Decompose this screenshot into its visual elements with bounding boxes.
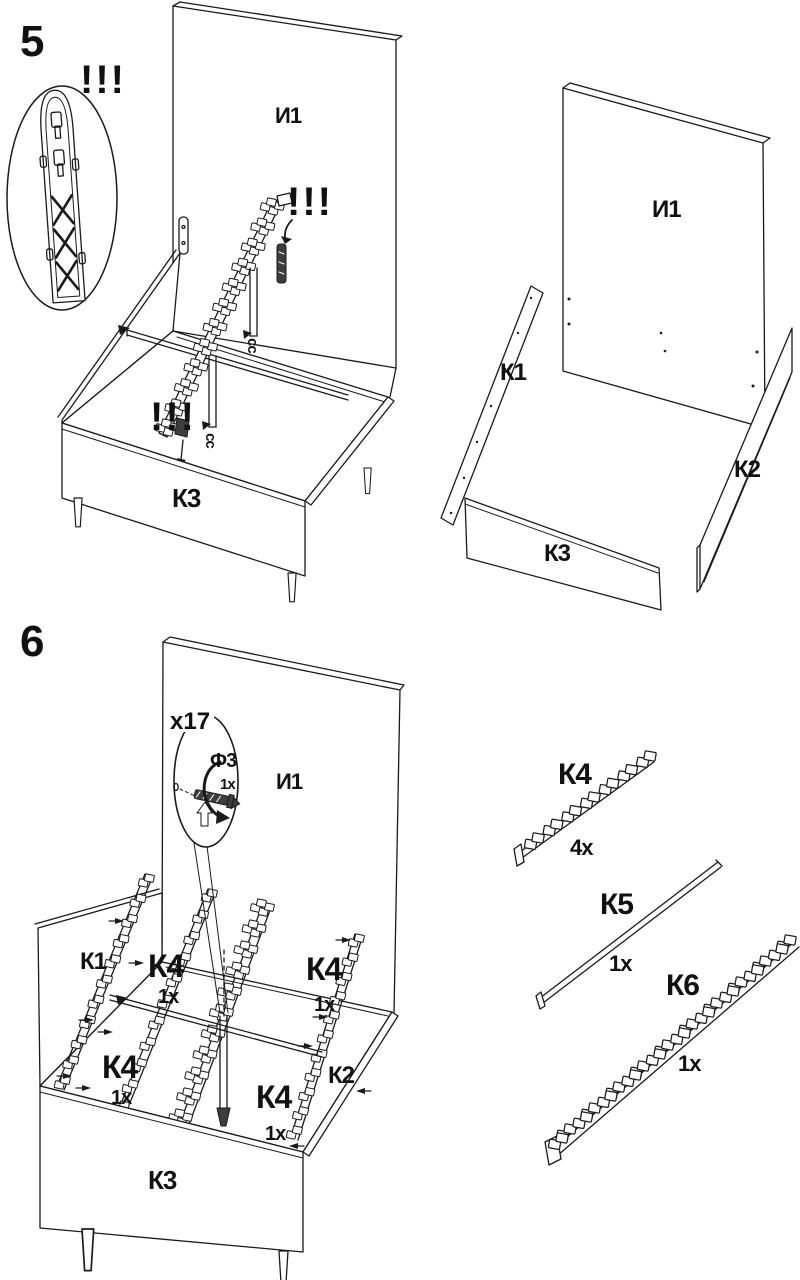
- headboard-panel: [173, 6, 396, 368]
- screw-count-label: x17: [170, 708, 211, 735]
- headboard-label: И1: [652, 196, 681, 223]
- part-label: К4: [558, 758, 591, 791]
- step-6-parts-drawing: [514, 750, 799, 1165]
- warning-marks: !!!: [150, 395, 196, 439]
- part-qty: 1x: [678, 1051, 701, 1076]
- screw-qty-label: 1x: [220, 776, 235, 793]
- rail-label: К4: [102, 1049, 138, 1085]
- rail-qty: 1x: [158, 986, 179, 1008]
- part-k4: [514, 750, 656, 866]
- support-label: cc: [202, 433, 219, 448]
- part-k6: [545, 934, 799, 1165]
- rail-qty: 1x: [111, 1087, 132, 1109]
- headboard-label: И1: [276, 769, 303, 794]
- part-qty: 1x: [609, 951, 632, 976]
- support-label: cc: [244, 338, 261, 353]
- warning-marks: !!!: [80, 58, 126, 102]
- step-6-number: 6: [20, 617, 44, 666]
- right-panel-label: К2: [734, 456, 760, 483]
- warning-marks: !!!: [287, 180, 333, 224]
- step-6-section: [20, 617, 799, 1280]
- rail-qty: 1x: [314, 994, 335, 1016]
- left-panel-label: К1: [500, 359, 526, 386]
- part-label: К5: [600, 888, 633, 921]
- step-5-section: [7, 2, 792, 610]
- headboard-label: И1: [275, 103, 302, 128]
- rail-qty: 1x: [265, 1123, 286, 1145]
- mounting-bracket-detail: [35, 89, 88, 303]
- front-panel-label: К3: [148, 1165, 177, 1195]
- part-label: К6: [666, 969, 699, 1002]
- step-5-exploded-drawing: [441, 83, 792, 610]
- step-5-detail-inset: [7, 58, 126, 310]
- front-panel-label: К3: [172, 483, 201, 513]
- rail-label: К4: [256, 1079, 292, 1115]
- rail-label: К4: [306, 951, 342, 987]
- step-6-assembly-drawing: [35, 637, 404, 1280]
- step-5-number: 5: [20, 17, 44, 66]
- left-panel-label: К1: [80, 948, 106, 975]
- part-qty: 4x: [570, 835, 593, 860]
- screw-size-label: Ф3: [210, 750, 237, 772]
- right-panel-label: К2: [328, 1062, 354, 1089]
- rail-label: К4: [148, 948, 184, 984]
- front-panel-label: К3: [544, 540, 570, 567]
- headboard-panel: [563, 88, 765, 428]
